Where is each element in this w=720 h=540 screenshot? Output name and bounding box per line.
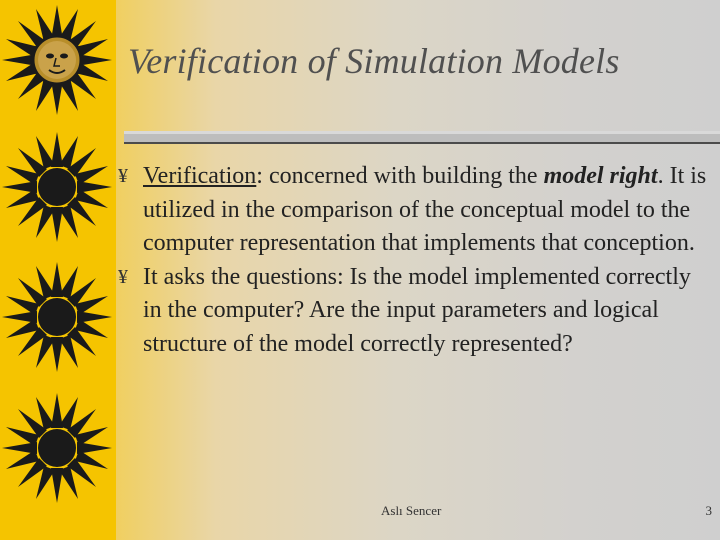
term-colon: : (256, 163, 263, 189)
bullet-text: concerned with building the (262, 163, 544, 189)
sun-face-icon (2, 5, 112, 115)
bullet-text: It asks the questions: Is the model implemented correctly in the computer? Are the input parameters and logical structure of the model correctly represented? (143, 263, 691, 357)
slide-body (118, 160, 708, 361)
decorative-sun-strip (0, 0, 116, 540)
bullet-text: . It is utilized in the comparison of the conceptual model to the computer representation that implements that conception. (143, 163, 707, 256)
page-number: 3 (705, 503, 712, 518)
sun-icon (2, 132, 112, 242)
sun-icon (2, 262, 112, 372)
slide-title: Verification of Simulation Models (128, 41, 620, 81)
term-verification: Verification (143, 163, 257, 189)
sun-icon (2, 393, 112, 503)
emphasis-model-right: model right (543, 163, 658, 189)
bullet-questions (118, 261, 708, 362)
footer-author: Aslı Sencer (381, 503, 442, 518)
bullet-verification (118, 160, 708, 261)
title-divider (124, 131, 720, 145)
bullet-marker: ¥ (118, 265, 128, 288)
bullet-marker: ¥ (118, 165, 128, 187)
